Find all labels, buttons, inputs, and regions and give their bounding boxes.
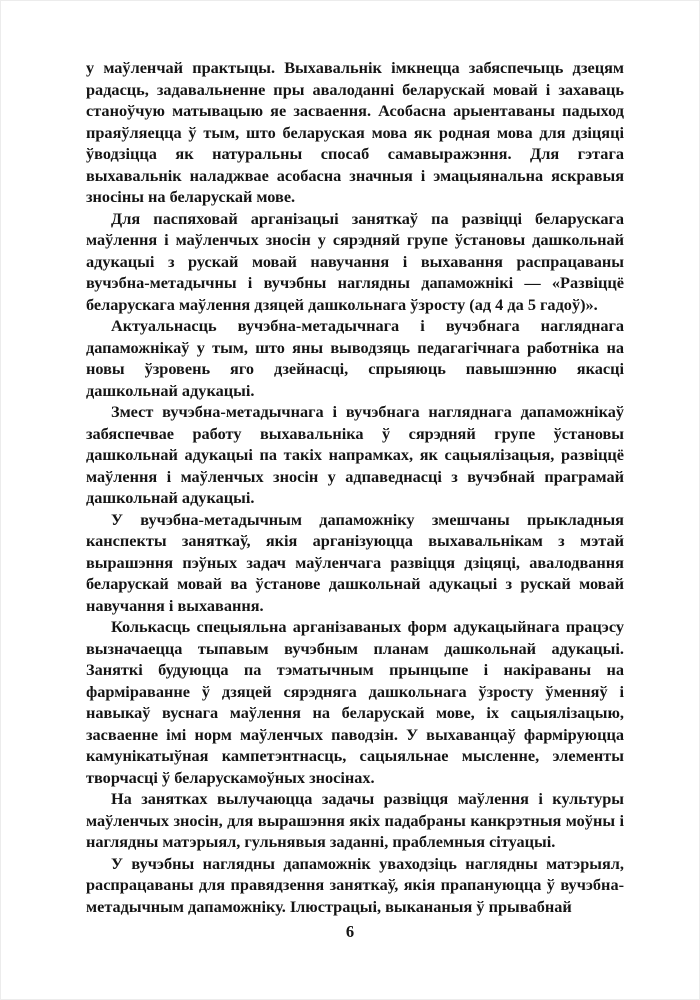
paragraph: Колькасць спецыяльна арганізаваных форм адукацыйнага працэсу вызначаецца тыпавым вучэбным планам дашкольнай адукацыі. Заняткі будуюцца па тэматычным прынцыпе і накіраваны на фарміраванне ў дзяцей сярэдняга дашкольнага ўзросту ўменняў і навыкаў вуснага маўлення на беларускай мове, іх сацыялізацыю, засваенне імі норм маўленчых паводзін. У выхаванцаў фарміруюцца камунікатыўная кампетэнтнасць, сацыяльнае мысленне, элементы творчасці ў беларускамоўных зносінах. [86, 617, 624, 787]
paragraph: У вучэбна-метадычным дапаможніку змешчаны прыкладныя канспекты заняткаў, якія арганізуюцца выхавальнікам з мэтай вырашэння пэўных задач маўленчага развіцця дзіцяці, авалодвання беларускай мовай ва ўстанове дашкольнай адукацыі з рускай мовай навучання і выхавання. [86, 509, 624, 615]
paragraph: Змест вучэбна-метадычнага і вучэбнага нагляднага дапаможнікаў забяспечвае работу выхавальніка ў сярэдняй групе ўстановы дашкольнай адукацыі па такіх напрамках, як сацыялізацыя, развіццё маўлення і маўленчых зносін у адпаведнасці з вучэбнай праграмай дашкольнай адукацыі. [86, 402, 624, 507]
paragraph-continuation: у маўленчай практыцы. Выхавальнік імкнецца забяспечыць дзецям радасць, задавальненне пры авалоданні беларускай мовай і захаваць станоўчую матывацыю яе засваення. Асобасна арыентаваны падыход праяўляецца ў тым, што беларуская мова як родная мова для дзіцяці ўводзіцца як натуральны спосаб самавыражэння. Для гэтага выхавальнік наладжвае асобасна значныя і эмацыянальна яскравыя зносіны на беларускай мове. [86, 58, 624, 206]
paragraph: На занятках вылучаюцца задачы развіцця маўлення і культуры маўленчых зносін, для вырашэння якіх падабраны канкрэтныя моўны і наглядны матэрыял, гульнявыя заданні, праблемныя сітуацыі. [86, 789, 624, 851]
page-text-block [86, 57, 624, 917]
page-number: 6 [345, 922, 355, 941]
paragraph: Для паспяховай арганізацыі заняткаў па развіцці беларускага маўлення і маўленчых зносін у сярэдняй групе ўстановы дашкольнай адукацыі з рускай мовай навучання і выхавання распрацаваны вучэбна-метадычны і вучэбны наглядны дапаможнікі — «Развіццё беларускага маўлення дзяцей дашкольнага ўзросту (ад 4 да 5 гадоў)». [86, 208, 624, 314]
paragraph: Актуальнасць вучэбна-метадычнага і вучэбнага нагляднага дапаможнікаў у тым, што яны выводзяць педагагічнага работніка на новы ўзровень яго дзейнасці, спрыяюць павышэнню якасці дашкольнай адукацыі. [86, 316, 624, 400]
paragraph: У вучэбны наглядны дапаможнік уваходзіць наглядны матэрыял, распрацаваны для правядзення заняткаў, якія прапануюцца ў вучэбна-метадычным дапаможніку. Ілюстрацыі, выкананыя ў прывабнай [86, 853, 624, 916]
